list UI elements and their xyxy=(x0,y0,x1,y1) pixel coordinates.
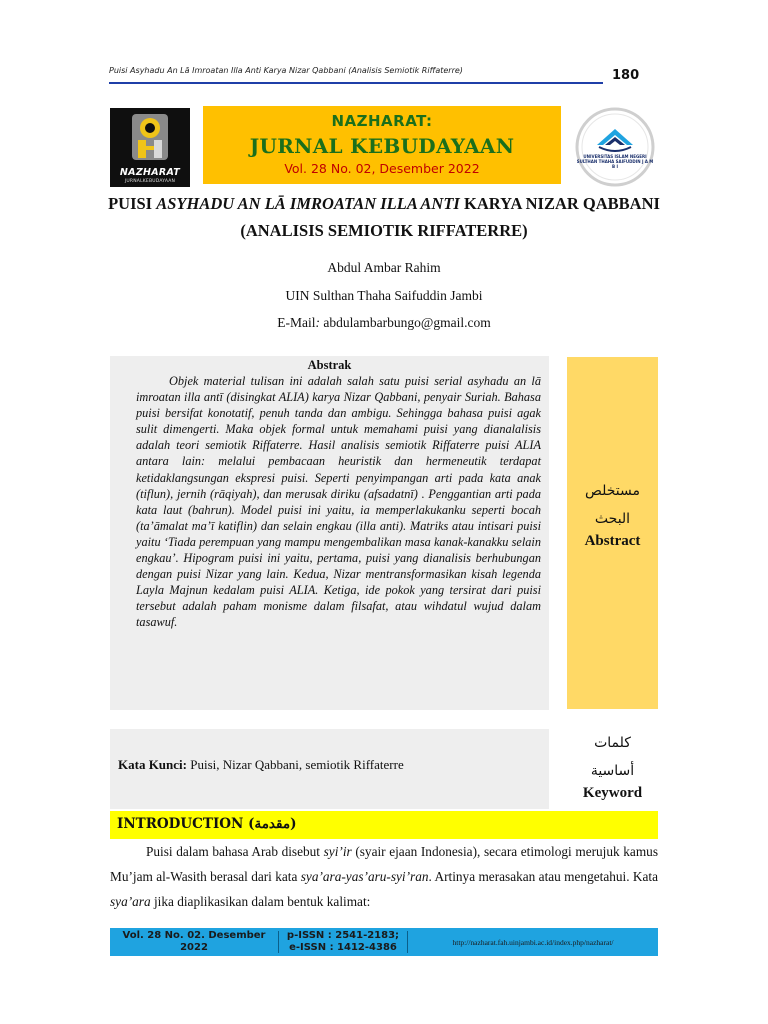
introduction-heading: INTRODUCTION (مقدمة) xyxy=(117,816,297,832)
abstract-label-arabic-1: مستخلص xyxy=(584,483,641,499)
journal-volume: Vol. 28 No. 02, Desember 2022 xyxy=(284,161,480,176)
keyword-label-english: Keyword xyxy=(582,785,643,801)
journal-short-name: NAZHARAT: xyxy=(331,112,433,130)
footer-volume: Vol. 28 No. 02. Desember 2022 xyxy=(122,930,266,953)
abstract-label-english: Abstract xyxy=(584,533,641,549)
running-header: Puisi Asyhadu An Lā Imroatan Illa Anti Karya Nizar Qabbani (Analisis Semiotik Riffaterre) xyxy=(109,66,463,75)
keyword-label-arabic-1: كلمات xyxy=(594,735,631,751)
university-name: UNIVERSITAS ISLAM NEGERI SULTHAN THAHA SAIFUDDIN J A M B I xyxy=(576,154,654,169)
introduction-heading-bar xyxy=(110,811,658,839)
page-number: 180 xyxy=(612,68,640,83)
abstract-heading: Abstrak xyxy=(307,358,352,372)
keywords-line xyxy=(118,757,404,773)
author-name: Abdul Ambar Rahim xyxy=(327,260,441,275)
journal-masthead xyxy=(203,106,561,184)
author-institution: UIN Sulthan Thaha Saifuddin Jambi xyxy=(285,288,483,303)
article-title: PUISI ASYHADU AN LĀ IMROATAN ILLA ANTI KARYA NIZAR QABBANI (ANALISIS SEMIOTIK RIFFATERRE) xyxy=(108,194,660,240)
abstract-box xyxy=(110,356,549,710)
keyword-label-arabic-2: أساسية xyxy=(590,763,635,779)
keywords-side-label xyxy=(567,729,658,809)
logo-subtext: JURNALKEBUDAYAAN xyxy=(124,179,176,184)
logo-wordmark: NAZHARAT xyxy=(119,167,181,178)
university-logo xyxy=(575,107,655,187)
author-email: E-Mail: abdulambarbungo@gmail.com xyxy=(277,315,491,330)
nazharat-emblem-icon xyxy=(110,108,190,168)
footer-url-link[interactable]: http://nazharat.fah.uinjambi.ac.id/index.php/nazharat/ xyxy=(452,937,614,947)
journal-name: JURNAL KEBUDAYAAN xyxy=(249,134,515,158)
nazharat-logo xyxy=(110,108,190,187)
footer-issn: p-ISSN : 2541-2183; e-ISSN : 1412-4386 xyxy=(286,930,400,953)
keywords-value: Puisi, Nizar Qabbani, semiotik Riffaterre xyxy=(186,757,404,772)
keywords-box xyxy=(110,729,549,809)
footer-divider xyxy=(407,931,408,953)
abstract-label-arabic-2: البحث xyxy=(594,511,631,527)
keywords-label: Kata Kunci: xyxy=(118,757,187,772)
introduction-paragraph: Puisi dalam bahasa Arab disebut syi’ir (syair ejaan Indonesia), secara etimologi merujuk kamus Mu’jam al-Wasith berasal dari kata sya’ara-yas’aru-syi’ran. Artinya merasakan atau mengetahui. Kata sya’ara jika diaplikasikan dalam bentuk kalimat: xyxy=(110,844,658,909)
email-address[interactable]: abdulambarbungo@gmail.com xyxy=(320,315,491,330)
title-poem-name: ASYHADU AN LĀ IMROATAN ILLA ANTI xyxy=(156,194,460,213)
university-emblem-icon xyxy=(575,107,655,187)
header-rule xyxy=(109,82,603,84)
abstract-side-label xyxy=(567,357,658,709)
page-footer xyxy=(110,928,658,956)
abstract-text: Objek material tulisan ini adalah salah satu puisi serial asyhadu an lā imroatan illa antī (disingkat ALIA) karya Nizar Qabbani, penyair Suriah. Bahasa puisi bersifat konotatif, penuh tanda dan ambigu. Sehingga bahasa puisi agak sulit dimengerti. Maka objek formal untuk memahami puisi yang dianalalisis adalah teori semiotik Riffaterre. Hasil analisis semiotik Riffaterre puisi ALIA antara lain: melalui pembacaan heuristik dan hermeneutik terdapat ketidaklangsungan ekspresi puisi. Seperti penyimpangan arti pada kata anak (tiflun), jernih (rāqiyah), dan merusak diriku (afsadatnī) . Penggantian arti pada kata laut (bahrun). Model puisi ini yaitu, ia memperlakukanku seperti bocah (ta’āmalat ma’ī katiflin) dan selain engkau (illa anti). Matriks atau intisari puisi yaitu ‘Tiada perempuan yang mampu mengembalikan masa kanak-kanakku selain engkau’. Hipogram puisi ini yaitu, pertama, puisi yang dianalisis berhubungan dengan puisi Nizar yang lain. Kedua, Nizar mentransformasikan kisah legenda Layla Majnun kedalam puisi ALIA. Ketiga, ide pokok yang tersirat dari puisi tersebut adalah paham monisme dalam filsafat, atau wihdatul wujud dalam tasawuf. xyxy=(136,374,541,630)
footer-divider xyxy=(278,931,279,953)
